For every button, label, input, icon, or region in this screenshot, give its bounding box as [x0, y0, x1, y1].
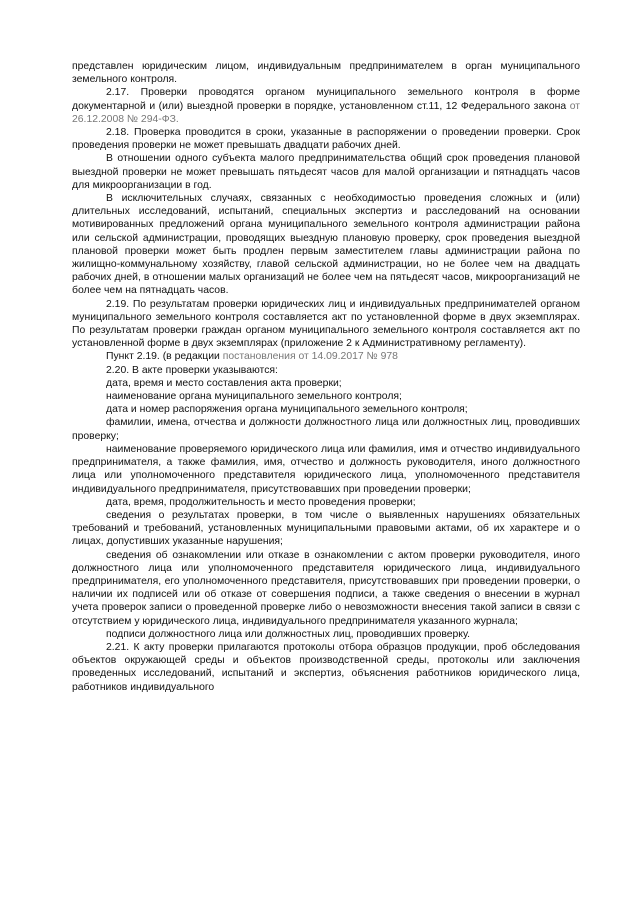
- list-item: подписи должностного лица или должностных лиц, проводивших проверку.: [106, 628, 471, 640]
- document-page: [72, 60, 580, 694]
- law-reference-link[interactable]: от 26.12.2008 № 294-ФЗ.: [72, 100, 581, 125]
- list-item: сведения об ознакомлении или отказе в ознакомлении с актом проверки руководителя, иного должностного лица или уполномоченного представителя юридического лица, индивидуального предпринимателя, его уполномоченного представителя, присутствовавших при проведении проверки, о наличии их подписей или об отказе от совершения подписи, а также сведения о внесении в журнал учета проверок записи о проведенной проверке либо о невозможности внесения такой записи в связи с отсутствием у юридического лица, индивидуального предпринимателя указанного журнала;: [72, 549, 580, 627]
- list-item: дата и номер распоряжения органа муниципального земельного контроля;: [106, 404, 468, 416]
- paragraph-2-21: 2.21. К акту проверки прилагаются протоколы отбора образцов продукции, проб обследования объектов окружающей среды и объектов производственной среды, протоколы или заключения проведенных исследований, испытаний и экспертиз, объяснения работников юридического лица, работников индивидуального: [72, 641, 580, 693]
- paragraph-small-business: В отношении одного субъекта малого предпринимательства общий срок проведения плановой выездной проверки не может превышать пятьдесят часов для малой организации и пятнадцать часов для микроорганизации в год.: [72, 153, 580, 191]
- paragraph-2-20: 2.20. В акте проверки указываются:: [106, 364, 278, 376]
- paragraph-2-19: 2.19. По результатам проверки юридических лиц и индивидуальных предпринимателей органом муниципального земельного контроля составляется акт по установленной форме в двух экземплярах. По результатам проверки граждан органом муниципального земельного контроля составляется акт по установленной форме в двух экземплярах (приложение 2 к Административному регламенту).: [72, 298, 580, 350]
- paragraph-2-18: 2.18. Проверка проводится в сроки, указанные в распоряжении о проведении проверки. Срок проведения проверки не может превышать двадцати рабочих дней.: [72, 127, 580, 152]
- paragraph-continuation: представлен юридическим лицом, индивидуальным предпринимателем в орган муниципального земельного контроля.: [72, 61, 580, 86]
- list-item: фамилии, имена, отчества и должности должностного лица или должностных лиц, проводивших проверку;: [72, 417, 580, 442]
- decree-reference-link[interactable]: постановления от 14.09.2017 № 978: [219, 351, 398, 363]
- list-item: сведения о результатах проверки, в том числе о выявленных нарушениях обязательных требований и требований, установленных муниципальными правовыми актами, об их характере и о лицах, допустивших указанные нарушения;: [72, 509, 580, 548]
- paragraph-2-17-text: 2.17. Проверки проводятся органом муниципального земельного контроля в форме документарной и (или) выездной проверки в порядке, установленном ст.11, 12 Федерального закона: [72, 87, 580, 112]
- paragraph-2-17: [72, 86, 580, 126]
- list-item: наименование органа муниципального земельного контроля;: [106, 391, 402, 403]
- list-item: дата, время и место составления акта проверки;: [106, 377, 342, 389]
- paragraph-2-19-edition: [72, 350, 580, 363]
- paragraph-exceptional-cases: В исключительных случаях, связанных с необходимостью проведения сложных и (или) длительных исследований, испытаний, специальных экспертиз и расследований на основании мотивированных предложений органа муниципального земельного контроля администрации района или сельской администрации, проводящих выездную плановую проверку, срок проведения выездной плановой проверки может быть продлен первым заместителем главы администрации района по жилищно-коммунальному хозяйству, главой сельской администрации, но не более чем на двадцать рабочих дней, в отношении малых организаций не более чем на пятьдесят часов, микроорганизаций не более чем на пятнадцать часов.: [72, 193, 580, 297]
- list-item: дата, время, продолжительность и место проведения проверки;: [106, 496, 416, 508]
- edition-note-text: Пункт 2.19. (в редакции: [106, 351, 220, 363]
- list-item: наименование проверяемого юридического лица или фамилия, имя и отчество индивидуального предпринимателя, а также фамилия, имя, отчество и должность руководителя, иного должностного лица или уполномоченного представителя юридического лица, уполномоченного представителя индивидуального предпринимателя, присутствовавших при проведении проверки;: [72, 443, 580, 495]
